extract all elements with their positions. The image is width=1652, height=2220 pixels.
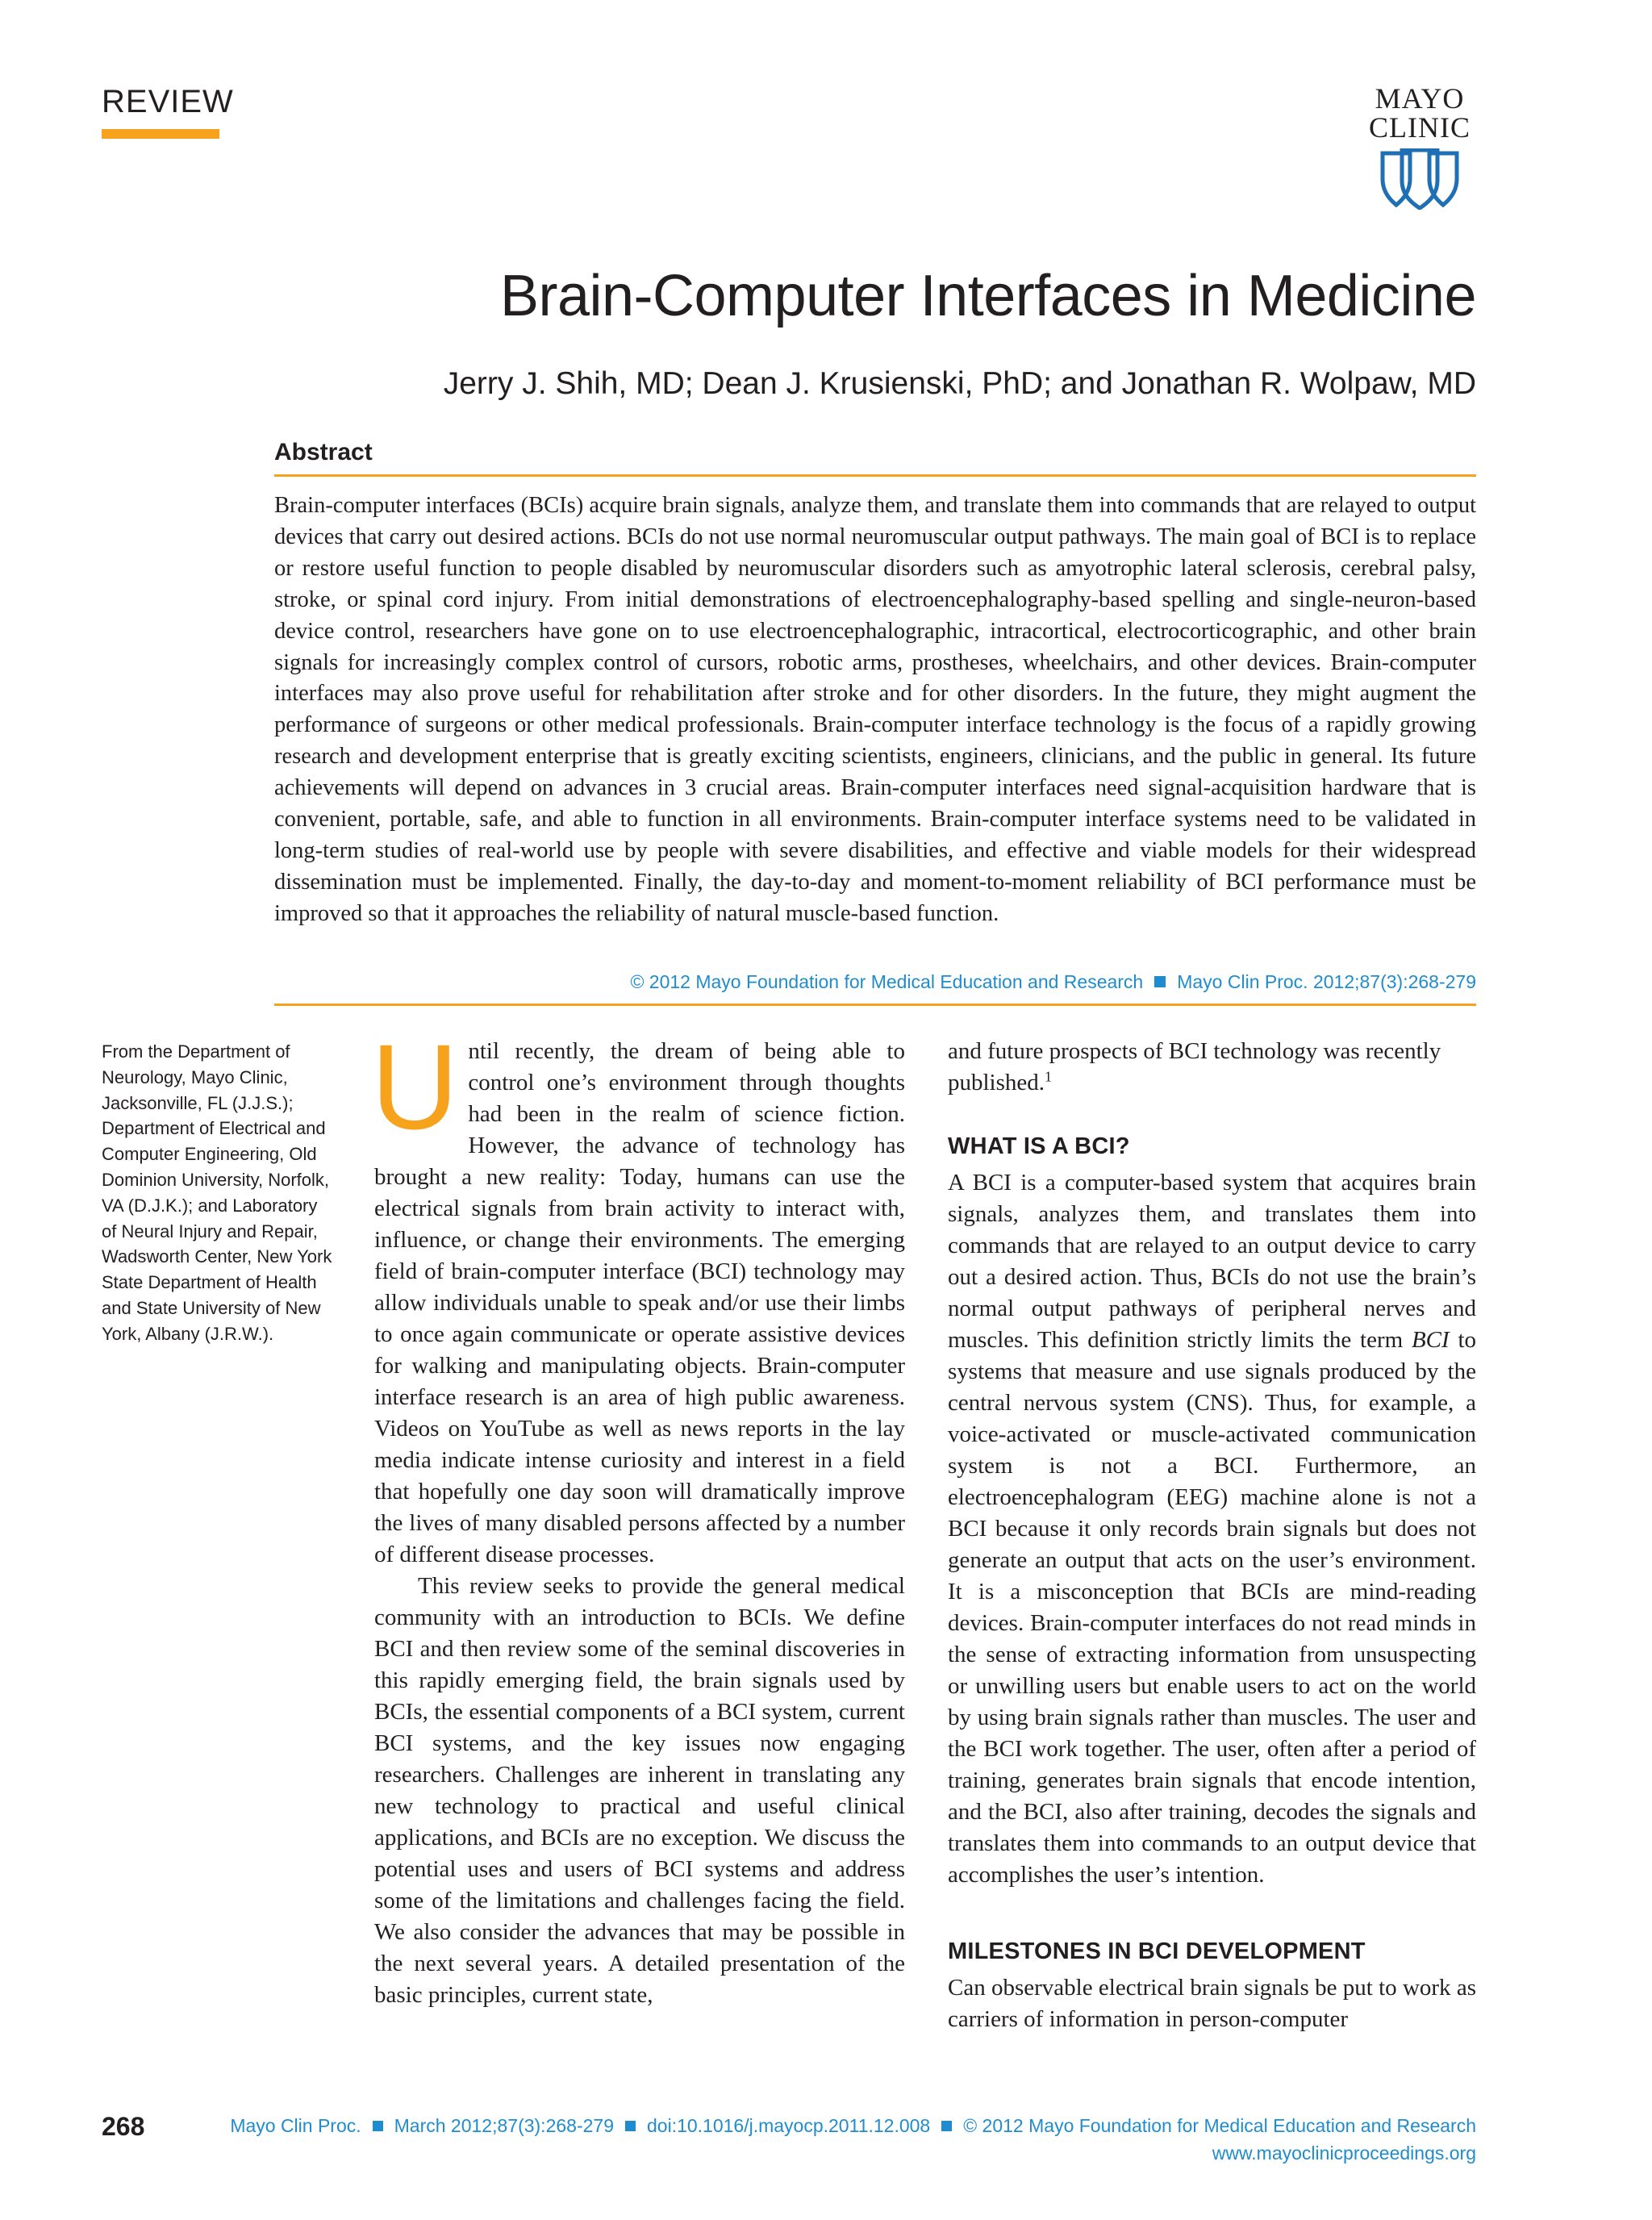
abstract-citation [630,971,1476,993]
square-bullet-icon [373,2121,383,2131]
abstract-copyright: © 2012 Mayo Foundation for Medical Education and Research [630,971,1144,992]
article-title: Brain-Computer Interfaces in Medicine [499,264,1476,328]
author-affiliations: From the Department of Neurology, Mayo Clinic, Jacksonville, FL (J.J.S.); Department of Electrical and Computer Engineering, Old Dominion University, Norfolk, VA (D.J.K.); and Laboratory of Neural Injury and Repair, Wadsworth Center, New York State Department of Health and State University of New York, Albany (J.R.W.). [102,1041,332,1344]
review-scope-paragraph: This review seeks to provide the general medical community with an introduction to BCIs. We define BCI and then review some of the seminal discoveries in this rapidly emerging field, the brain signals used by BCIs, the essential components of a BCI system, current BCI systems, and the key issues now engaging researchers. Challenges are inherent in translating any new technology to practical and useful clinical applications, and BCIs are no exception. We discuss the potential uses and users of BCI systems and address some of the limitations and challenges facing the field. We also consider the advances that may be possible in the next several years. A detailed presentation of the basic principles, current state, [374,1573,905,2008]
continuation-text: and future prospects of BCI technology was recently published. [948,1038,1441,1095]
body-column-left [371,1019,905,2011]
article-authors: Jerry J. Shih, MD; Dean J. Krusienski, PhD; and Jonathan R. Wolpaw, MD [443,366,1476,401]
section-label: REVIEW [102,84,234,119]
footer-journal: Mayo Clin Proc. [230,2115,361,2136]
mayo-clinic-logo [1347,84,1492,210]
square-bullet-icon [941,2121,952,2131]
abstract-bottom-rule [274,1004,1476,1006]
definition-text-end: to systems that measure and use signals produced by the central nervous system (CNS). Thus, for example, a voice-activated or muscle-activated communication system is not a BCI. Furthermore, an electroencephalogram (EEG) machine alone is not a BCI because it only records brain signals but does not generate an output that acts on the user’s environment. It is a misconception that BCIs are mind-reading devices. Brain-computer interfaces do not read minds in the sense of extracting information from unsuspecting or unwilling users but enable users to act on the world by using brain signals rather than muscles. The user and the BCI work together. The user, often after a period of training, generates brain signals that encode intention, and the BCI, also after training, decodes the signals and translates them into commands to an output device that accomplishes the user’s intention. [948,1327,1477,1888]
mayo-shields-icon [1378,148,1462,210]
footer-citation [230,2115,1476,2137]
reference-superscript: 1 [1045,1068,1053,1085]
square-bullet-icon [625,2121,636,2131]
intro-paragraph-text: ntil recently, the dream of being able to control one’s environment through thoughts had been in the realm of science fiction. However, the advance of technology has brought a new reality: Today, humans can use the electrical signals from brain activity to interact with, influence, or change their environments. The emerging field of brain-computer interface (BCI) technology may allow individuals unable to speak and/or use their limbs to once again communicate or operate assistive devices for walking and manipulating objects. Brain-computer interface research is an area of high public awareness. Videos on YouTube as well as news reports in the lay media indicate intense curiosity and interest in a field that hopefully one day soon will dramatically improve the lives of many disabled persons affected by a number of different disease processes. [374,1038,905,1567]
footer-doi-link[interactable]: doi:10.1016/j.mayocp.2011.12.008 [646,2115,931,2136]
square-bullet-icon [1154,976,1166,987]
logo-wordmark-line2: CLINIC [1369,111,1471,144]
logo-wordmark-line1: MAYO [1375,82,1465,115]
definition-paragraph [948,1167,1476,1891]
milestones-paragraph: Can observable electrical brain signals be put to work as carriers of information in person-computer [948,1975,1476,2032]
body-column-right [948,1036,1476,2035]
abstract-text: Brain-computer interfaces (BCIs) acquire brain signals, analyze them, and translate them into commands that are relayed to output devices that carry out desired actions. BCIs do not use normal neuromuscular output pathways. The main goal of BCI is to replace or restore useful function to people disabled by neuromuscular disorders such as amyotrophic lateral sclerosis, cerebral palsy, stroke, or spinal cord injury. From initial demonstrations of electroencephalography-based spelling and single-neuron-based device control, researchers have gone on to use electroencephalographic, intracortical, electrocorticographic, and other brain signals for increasingly complex control of cursors, robotic arms, prostheses, wheelchairs, and other devices. Brain-computer interfaces may also prove useful for rehabilitation after stroke and for other disorders. In the future, they might augment the performance of surgeons or other medical professionals. Brain-computer interface technology is the focus of a rapidly growing research and development enterprise that is greatly exciting scientists, engineers, clinicians, and the public in general. Its future achievements will depend on advances in 3 crucial areas. Brain-computer interfaces need signal-acquisition hardware that is convenient, portable, safe, and able to function in all environments. Brain-computer interface systems need to be validated in long-term studies of real-world use by people with severe disabilities, and effective and viable models for their widespread dissemination must be implemented. Finally, the day-to-day and moment-to-moment reliability of BCI performance must be improved so that it approaches the reliability of natural muscle-based function. [274,493,1476,926]
intro-paragraph [371,1019,905,1571]
definition-term: BCI [1411,1327,1450,1353]
section-heading-what-is-bci: WHAT IS A BCI? [948,1133,1130,1159]
section-accent-bar [102,129,219,139]
definition-text-start: A BCI is a computer-based system that acquires brain signals, analyzes them, and translates them into commands that are relayed to an output device to carry out a desired action. Thus, BCIs do not use the brain’s normal output pathways of peripheral nerves and muscles. This definition strictly limits the term [948,1170,1476,1353]
footer-copyright: © 2012 Mayo Foundation for Medical Education and Research [963,2115,1476,2136]
footer-issue: March 2012;87(3):268-279 [394,2115,614,2136]
continuation-paragraph [948,1036,1476,1099]
abstract-heading: Abstract [274,439,373,465]
section-heading-milestones: MILESTONES IN BCI DEVELOPMENT [948,1938,1366,1964]
page-number: 268 [102,2112,145,2141]
abstract-top-rule [274,474,1476,477]
footer-website-link[interactable]: www.mayoclinicproceedings.org [1212,2143,1476,2164]
abstract-journal-ref: Mayo Clin Proc. 2012;87(3):268-279 [1177,971,1476,992]
drop-cap: U [371,1019,459,1154]
